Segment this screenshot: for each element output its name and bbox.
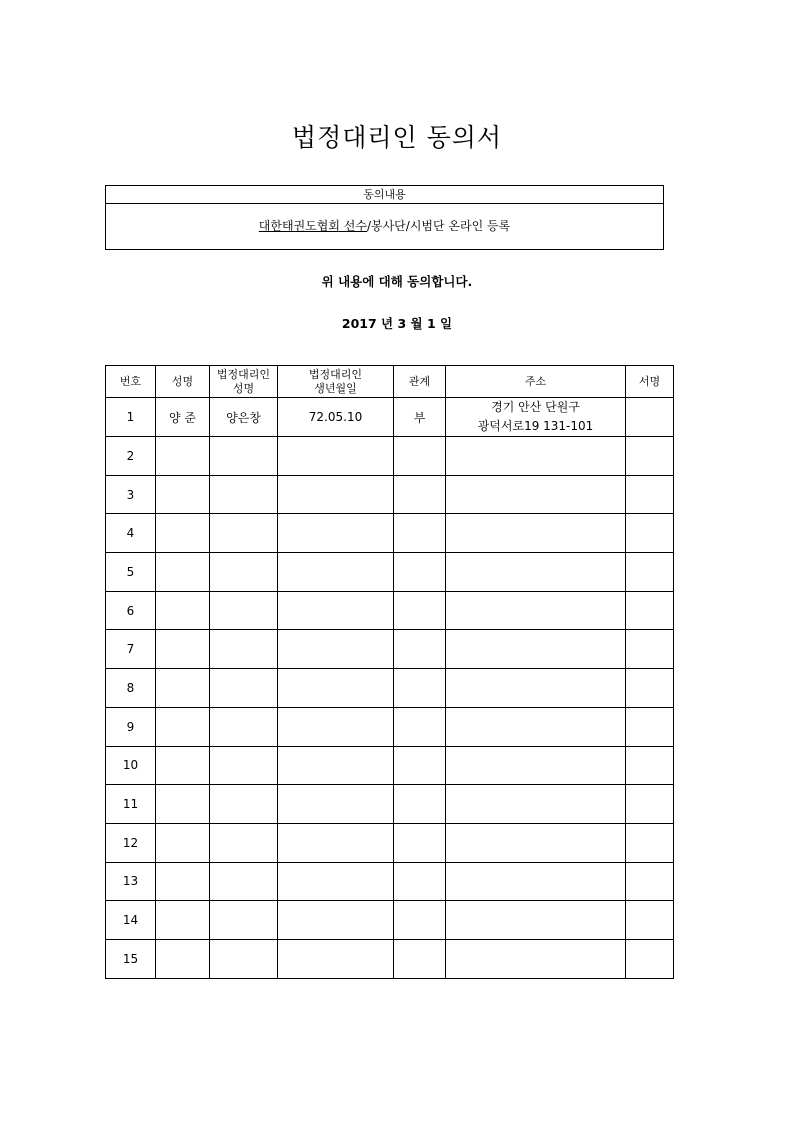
- cell-address: [446, 591, 626, 630]
- header-signature: 서명: [626, 366, 674, 398]
- cell-guardian-name: [210, 862, 278, 901]
- cell-relation: [394, 862, 446, 901]
- cell-guardian-name: [210, 823, 278, 862]
- cell-no: 8: [106, 669, 156, 708]
- header-guardian-birth: 법정대리인 생년월일: [278, 366, 394, 398]
- cell-name: [156, 514, 210, 553]
- cell-guardian-birth: [278, 630, 394, 669]
- cell-signature[interactable]: [626, 398, 674, 437]
- cell-guardian-birth: [278, 746, 394, 785]
- cell-name: [156, 669, 210, 708]
- cell-address: [446, 901, 626, 940]
- cell-address: [446, 630, 626, 669]
- cell-guardian-name: [210, 475, 278, 514]
- cell-no: 3: [106, 475, 156, 514]
- cell-name: [156, 785, 210, 824]
- cell-guardian-birth: [278, 707, 394, 746]
- cell-relation: [394, 475, 446, 514]
- cell-signature[interactable]: [626, 707, 674, 746]
- table-row: [106, 398, 674, 437]
- cell-no: 15: [106, 939, 156, 978]
- table-row: [106, 630, 674, 669]
- cell-address: [446, 862, 626, 901]
- document-title: 법정대리인 동의서: [291, 123, 503, 152]
- header-relation: 관계: [394, 366, 446, 398]
- consent-body-rest: /봉사단/시범단 온라인 등록: [366, 219, 511, 233]
- cell-guardian-birth: [278, 514, 394, 553]
- cell-relation: [394, 669, 446, 708]
- cell-relation: 부: [394, 398, 446, 437]
- cell-name: [156, 823, 210, 862]
- address-line-1: 경기 안산 단원구: [491, 400, 580, 414]
- cell-relation: [394, 746, 446, 785]
- table-row: [106, 823, 674, 862]
- cell-relation: [394, 514, 446, 553]
- cell-guardian-birth: [278, 901, 394, 940]
- cell-address: [446, 514, 626, 553]
- cell-guardian-birth: [278, 437, 394, 476]
- agreement-statement: 위 내용에 대해 동의합니다.: [321, 274, 473, 289]
- signing-date: 2017 년 3 월 1 일: [341, 316, 453, 331]
- cell-no: 10: [106, 746, 156, 785]
- cell-address: [446, 437, 626, 476]
- cell-address: [446, 785, 626, 824]
- cell-guardian-birth: [278, 591, 394, 630]
- table-row: [106, 862, 674, 901]
- cell-guardian-name: [210, 553, 278, 592]
- cell-signature[interactable]: [626, 862, 674, 901]
- cell-guardian-name: [210, 669, 278, 708]
- table-row: [106, 475, 674, 514]
- cell-address: [446, 553, 626, 592]
- cell-relation: [394, 591, 446, 630]
- guardian-consent-table: [105, 365, 674, 979]
- cell-name: [156, 475, 210, 514]
- cell-guardian-name: [210, 591, 278, 630]
- cell-guardian-birth: [278, 669, 394, 708]
- cell-guardian-name: 양은창: [210, 398, 278, 437]
- cell-no: 5: [106, 553, 156, 592]
- consent-body-underlined: 대한태권도협회 선수: [258, 219, 367, 233]
- cell-name: [156, 437, 210, 476]
- cell-guardian-birth: [278, 823, 394, 862]
- cell-name: [156, 939, 210, 978]
- cell-no: 14: [106, 901, 156, 940]
- cell-relation: [394, 437, 446, 476]
- cell-address: [446, 746, 626, 785]
- cell-relation: [394, 939, 446, 978]
- cell-signature[interactable]: [626, 630, 674, 669]
- cell-signature[interactable]: [626, 475, 674, 514]
- table-row: [106, 553, 674, 592]
- cell-relation: [394, 901, 446, 940]
- header-name: 성명: [156, 366, 210, 398]
- cell-name: 양 준: [156, 398, 210, 437]
- cell-name: [156, 707, 210, 746]
- cell-no: 4: [106, 514, 156, 553]
- cell-signature[interactable]: [626, 785, 674, 824]
- cell-no: 11: [106, 785, 156, 824]
- table-row: [106, 939, 674, 978]
- cell-guardian-birth: [278, 939, 394, 978]
- table-row: [106, 514, 674, 553]
- cell-name: [156, 630, 210, 669]
- cell-name: [156, 591, 210, 630]
- cell-guardian-name: [210, 785, 278, 824]
- cell-signature[interactable]: [626, 591, 674, 630]
- cell-address: [446, 398, 626, 437]
- cell-name: [156, 553, 210, 592]
- header-guardian-name: 법정대리인 성명: [210, 366, 278, 398]
- cell-address: [446, 475, 626, 514]
- cell-signature[interactable]: [626, 437, 674, 476]
- cell-signature[interactable]: [626, 746, 674, 785]
- header-no: 번호: [106, 366, 156, 398]
- cell-relation: [394, 785, 446, 824]
- cell-address: [446, 939, 626, 978]
- table-row: [106, 746, 674, 785]
- consent-body: [106, 204, 663, 251]
- table-row: [106, 591, 674, 630]
- cell-name: [156, 746, 210, 785]
- cell-signature[interactable]: [626, 553, 674, 592]
- cell-relation: [394, 823, 446, 862]
- cell-no: 2: [106, 437, 156, 476]
- header-address: 주소: [446, 366, 626, 398]
- cell-address: [446, 669, 626, 708]
- cell-relation: [394, 553, 446, 592]
- table-header-row: [106, 366, 674, 398]
- table-row: [106, 785, 674, 824]
- cell-name: [156, 862, 210, 901]
- cell-no: 9: [106, 707, 156, 746]
- cell-guardian-birth: [278, 475, 394, 514]
- cell-no: 7: [106, 630, 156, 669]
- cell-relation: [394, 707, 446, 746]
- consent-header: 동의내용: [106, 186, 663, 204]
- table-row: [106, 707, 674, 746]
- cell-no: 1: [106, 398, 156, 437]
- cell-guardian-name: [210, 437, 278, 476]
- cell-guardian-birth: [278, 785, 394, 824]
- cell-address: [446, 823, 626, 862]
- cell-guardian-name: [210, 746, 278, 785]
- cell-no: 13: [106, 862, 156, 901]
- cell-no: 12: [106, 823, 156, 862]
- cell-signature[interactable]: [626, 939, 674, 978]
- address-line-2: 광덕서로19 131-101: [477, 419, 594, 433]
- cell-signature[interactable]: [626, 669, 674, 708]
- cell-guardian-name: [210, 707, 278, 746]
- cell-name: [156, 901, 210, 940]
- table-row: [106, 669, 674, 708]
- cell-guardian-name: [210, 514, 278, 553]
- cell-guardian-birth: [278, 553, 394, 592]
- cell-signature[interactable]: [626, 823, 674, 862]
- cell-relation: [394, 630, 446, 669]
- cell-guardian-birth: [278, 862, 394, 901]
- consent-content-box: [105, 185, 664, 250]
- cell-signature[interactable]: [626, 901, 674, 940]
- cell-guardian-name: [210, 901, 278, 940]
- table-row: [106, 901, 674, 940]
- cell-signature[interactable]: [626, 514, 674, 553]
- cell-guardian-birth: 72.05.10: [278, 398, 394, 437]
- table-row: [106, 437, 674, 476]
- cell-address: [446, 707, 626, 746]
- cell-guardian-name: [210, 939, 278, 978]
- cell-guardian-name: [210, 630, 278, 669]
- cell-no: 6: [106, 591, 156, 630]
